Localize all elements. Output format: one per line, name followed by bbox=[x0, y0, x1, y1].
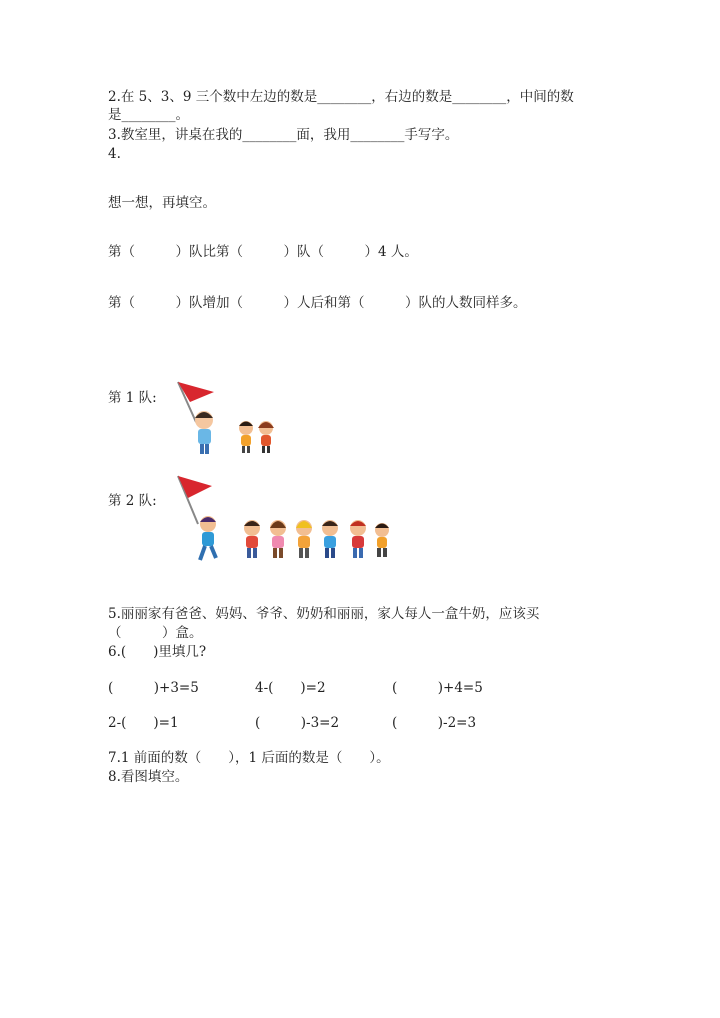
equation-r1c1: ( )+3=5 bbox=[108, 680, 199, 696]
question-8: 8.看图填空。 bbox=[108, 769, 189, 785]
question-3: 3.教室里，讲桌在我的________面，我用________手写字。 bbox=[108, 127, 459, 143]
equation-r1c2: 4-( )=2 bbox=[255, 680, 326, 696]
question-4-number: 4. bbox=[108, 146, 121, 162]
question-5-line-2: （ ）盒。 bbox=[108, 625, 203, 641]
question-7: 7.1 前面的数（ ），1 后面的数是（ ）。 bbox=[108, 750, 390, 766]
child-icon bbox=[296, 520, 312, 558]
question-2-line-2: 是________。 bbox=[108, 107, 189, 123]
leader-child-icon bbox=[200, 516, 216, 560]
question-4-blank-2: 第（ ）队增加（ ）人后和第（ ）队的人数同样多。 bbox=[108, 295, 527, 311]
child-icon bbox=[375, 523, 389, 557]
equation-r2c3: ( )-2=3 bbox=[392, 715, 477, 731]
question-2-line-1: 2.在 5、3、9 三个数中左边的数是________，右边的数是________，中间的数 bbox=[108, 89, 574, 105]
question-4-instruction: 想一想，再填空。 bbox=[108, 195, 216, 211]
equation-r1c3: ( )+4=5 bbox=[392, 680, 483, 696]
question-4-blank-1: 第（ ）队比第（ ）队（ ）4 人。 bbox=[108, 244, 418, 260]
team-2-picture bbox=[170, 472, 410, 572]
child-icon bbox=[244, 520, 260, 558]
child-icon bbox=[270, 520, 286, 558]
child-icon bbox=[258, 421, 274, 453]
child-icon bbox=[350, 520, 366, 558]
question-5-line-1: 5.丽丽家有爸爸、妈妈、爷爷、奶奶和丽丽，家人每人一盒牛奶，应该买 bbox=[108, 606, 540, 622]
question-6-title: 6.( )里填几? bbox=[108, 644, 207, 660]
equation-r2c1: 2-( )=1 bbox=[108, 715, 179, 731]
leader-child-icon bbox=[195, 411, 213, 454]
team-1-label: 第 1 队: bbox=[108, 390, 157, 406]
equation-r2c2: ( )-3=2 bbox=[255, 715, 340, 731]
child-icon bbox=[322, 520, 338, 558]
team-2-label: 第 2 队: bbox=[108, 493, 157, 509]
child-icon bbox=[239, 421, 253, 453]
team-1-picture bbox=[170, 378, 290, 458]
